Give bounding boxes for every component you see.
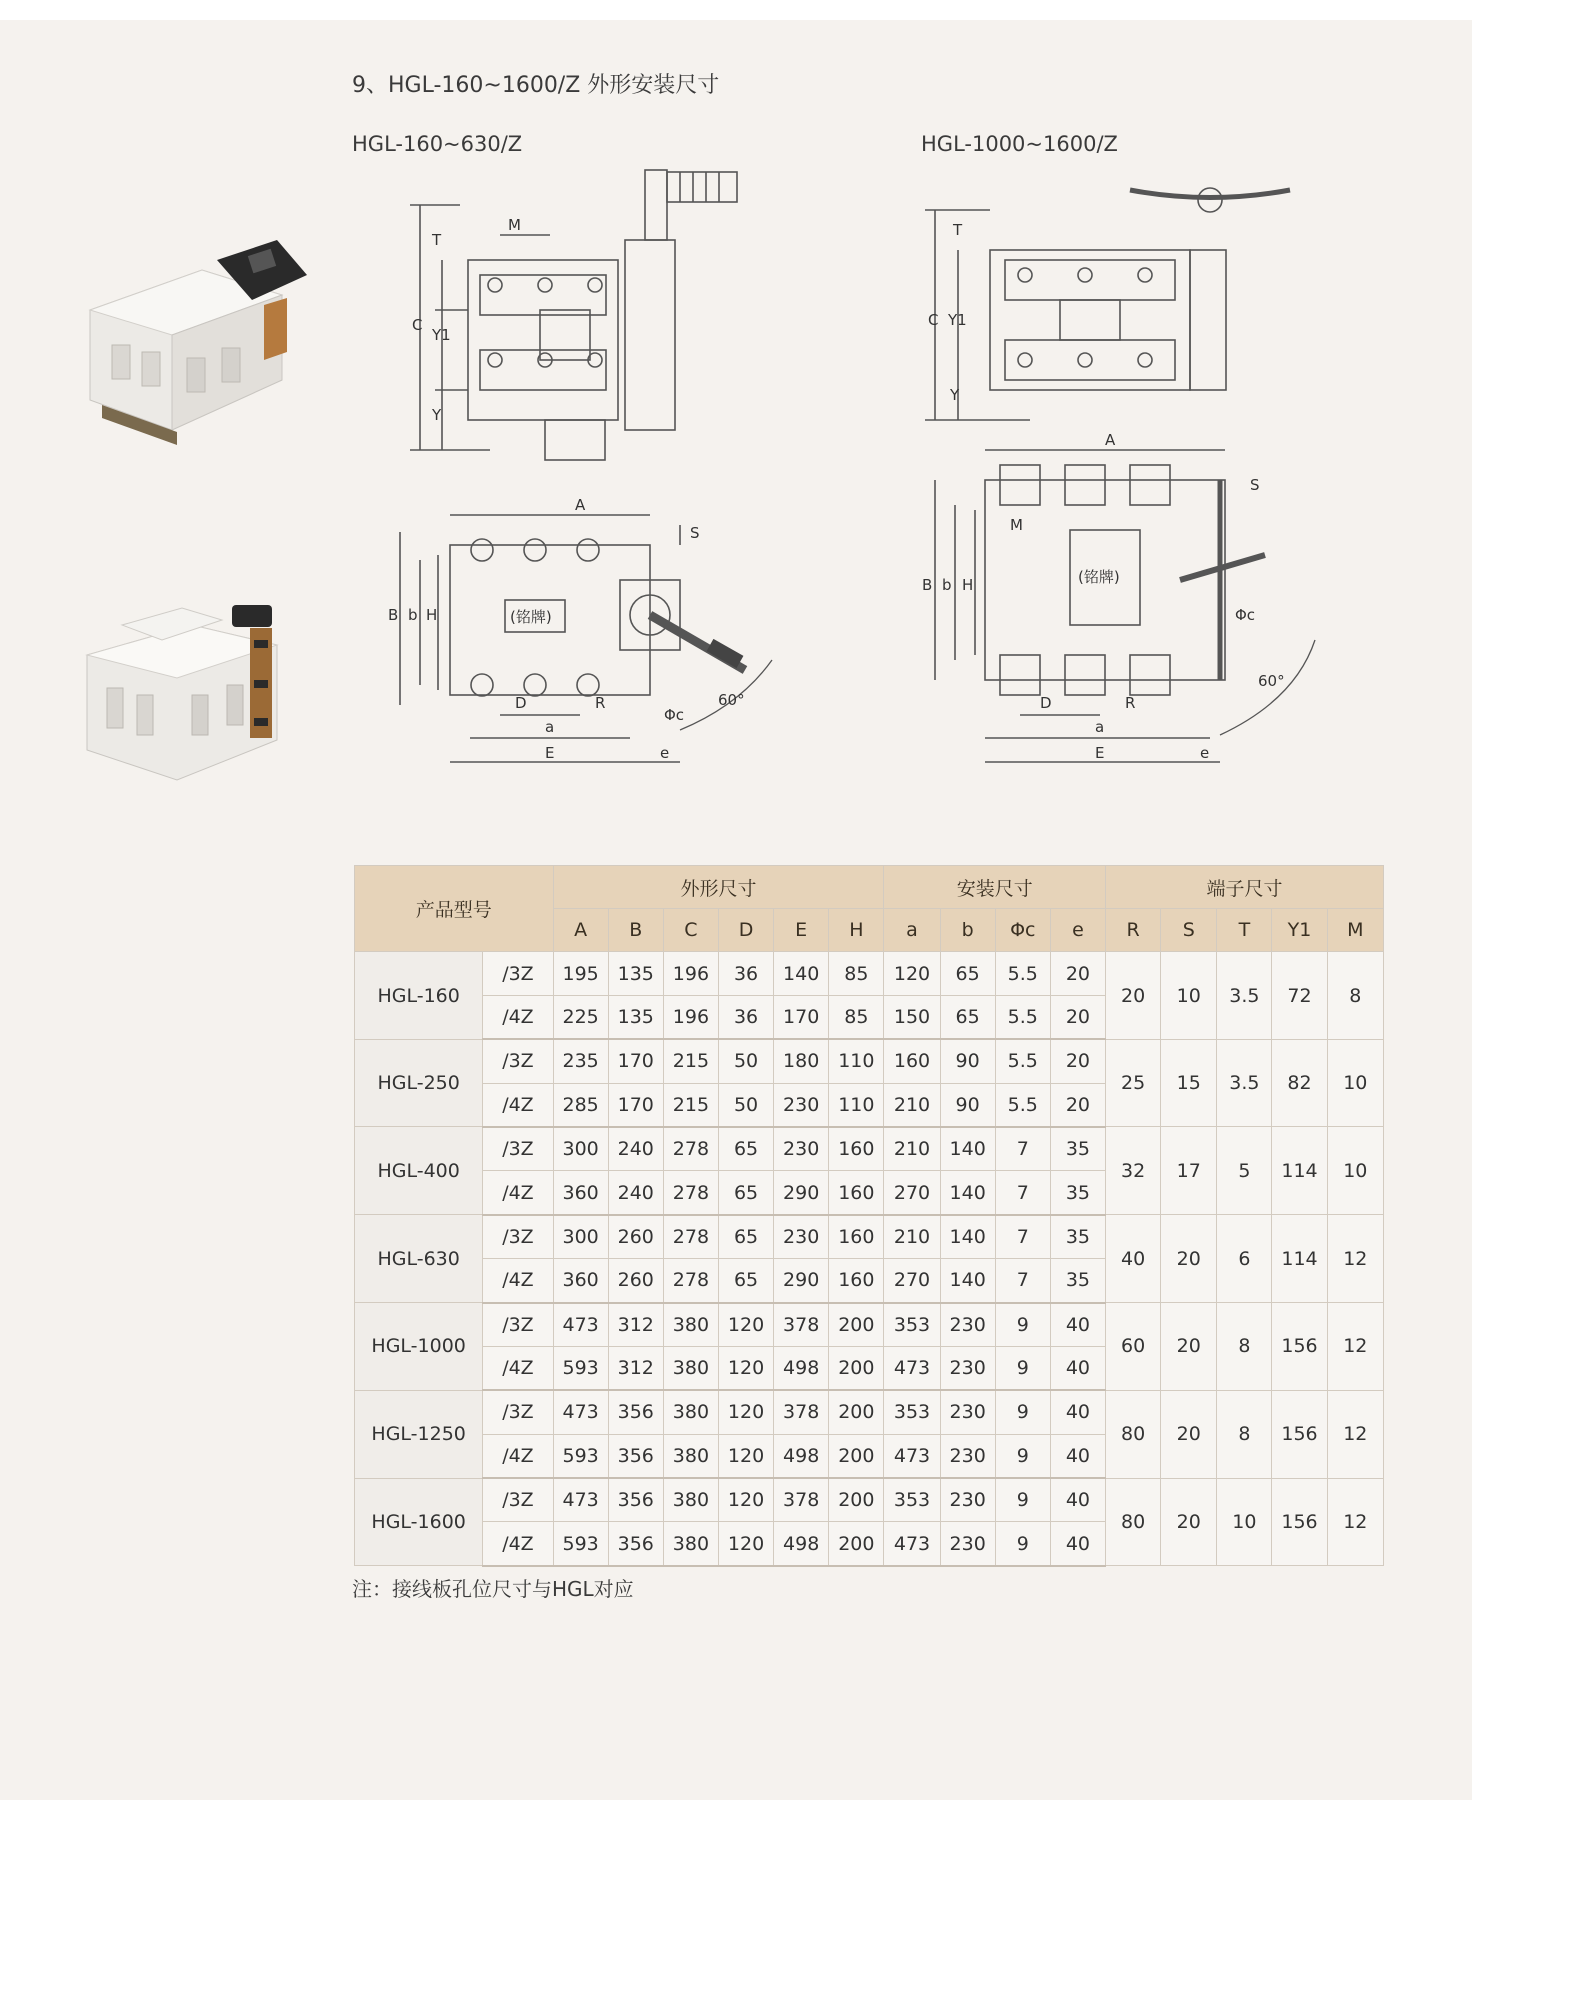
value-cell: 40 bbox=[1050, 1478, 1105, 1522]
value-cell: 35 bbox=[1050, 1215, 1105, 1259]
right-technical-drawing bbox=[910, 160, 1380, 780]
value-cell: 180 bbox=[774, 1039, 829, 1083]
value-cell: 5.5 bbox=[995, 1039, 1050, 1083]
terminal-cell: 72 bbox=[1272, 952, 1327, 1039]
value-cell: 353 bbox=[884, 1478, 940, 1522]
value-cell: 380 bbox=[663, 1390, 718, 1434]
label-R: R bbox=[595, 694, 606, 712]
value-cell: 380 bbox=[663, 1346, 718, 1390]
value-cell: 140 bbox=[940, 1215, 995, 1259]
label-E: E bbox=[545, 744, 555, 762]
value-cell: 36 bbox=[718, 995, 773, 1039]
label-C: C bbox=[928, 311, 939, 329]
model-name-cell: HGL-1000 bbox=[355, 1303, 483, 1391]
value-cell: 140 bbox=[940, 1127, 995, 1171]
value-cell: 160 bbox=[884, 1039, 940, 1083]
value-cell: 353 bbox=[884, 1303, 940, 1347]
value-cell: 65 bbox=[718, 1127, 773, 1171]
value-cell: 378 bbox=[774, 1478, 829, 1522]
model-name-cell: HGL-250 bbox=[355, 1039, 483, 1127]
label-H: H bbox=[426, 606, 438, 624]
label-D: D bbox=[515, 694, 527, 712]
terminal-cell: 20 bbox=[1106, 952, 1161, 1039]
value-cell: 160 bbox=[829, 1127, 884, 1171]
value-cell: 380 bbox=[663, 1478, 718, 1522]
value-cell: 230 bbox=[940, 1303, 995, 1347]
model-name-cell: HGL-1250 bbox=[355, 1390, 483, 1478]
label-nameplate: (铭牌) bbox=[1078, 568, 1120, 586]
value-cell: 120 bbox=[718, 1346, 773, 1390]
model-name-cell: HGL-160 bbox=[355, 952, 483, 1039]
col-header: Φc bbox=[995, 909, 1050, 952]
value-cell: 40 bbox=[1050, 1346, 1105, 1390]
terminal-cell: 3.5 bbox=[1217, 952, 1272, 1039]
footnote: 注：接线板孔位尺寸与HGL对应 bbox=[352, 1577, 634, 1601]
value-cell: 278 bbox=[663, 1259, 718, 1303]
terminal-cell: 25 bbox=[1106, 1039, 1161, 1127]
value-cell: 5.5 bbox=[995, 995, 1050, 1039]
value-cell: 140 bbox=[940, 1171, 995, 1215]
value-cell: 270 bbox=[884, 1171, 940, 1215]
left-drawing-title: HGL-160~630/Z bbox=[352, 132, 523, 156]
value-cell: 120 bbox=[718, 1522, 773, 1566]
terminal-cell: 40 bbox=[1106, 1215, 1161, 1303]
value-cell: 260 bbox=[608, 1215, 663, 1259]
value-cell: 140 bbox=[774, 952, 829, 995]
table-row bbox=[355, 1215, 1384, 1259]
dimension-spec-table bbox=[354, 865, 1384, 1567]
section-title: 9、HGL-160~1600/Z 外形安装尺寸 bbox=[352, 73, 720, 98]
value-cell: 593 bbox=[553, 1346, 608, 1390]
terminal-cell: 12 bbox=[1327, 1215, 1383, 1303]
value-cell: 9 bbox=[995, 1390, 1050, 1434]
value-cell: 378 bbox=[774, 1303, 829, 1347]
value-cell: 65 bbox=[718, 1215, 773, 1259]
col-header: M bbox=[1327, 909, 1383, 952]
value-cell: 210 bbox=[884, 1215, 940, 1259]
value-cell: 170 bbox=[608, 1083, 663, 1127]
pole-cell: /3Z bbox=[483, 1127, 553, 1171]
value-cell: 300 bbox=[553, 1127, 608, 1171]
right-drawing-title: HGL-1000~1600/Z bbox=[921, 132, 1118, 156]
label-60deg: 60° bbox=[1258, 672, 1285, 690]
value-cell: 593 bbox=[553, 1522, 608, 1566]
value-cell: 35 bbox=[1050, 1259, 1105, 1303]
value-cell: 215 bbox=[663, 1083, 718, 1127]
col-header: H bbox=[829, 909, 884, 952]
col-header: E bbox=[774, 909, 829, 952]
label-B: B bbox=[922, 576, 933, 594]
label-a: a bbox=[1095, 718, 1105, 736]
value-cell: 360 bbox=[553, 1259, 608, 1303]
table-row bbox=[355, 1390, 1384, 1434]
pole-cell: /4Z bbox=[483, 1259, 553, 1303]
value-cell: 210 bbox=[884, 1083, 940, 1127]
left-technical-drawing bbox=[380, 160, 830, 780]
value-cell: 120 bbox=[718, 1390, 773, 1434]
value-cell: 196 bbox=[663, 995, 718, 1039]
label-e: e bbox=[660, 744, 670, 762]
value-cell: 300 bbox=[553, 1215, 608, 1259]
header-model: 产品型号 bbox=[355, 866, 554, 952]
label-H: H bbox=[962, 576, 974, 594]
terminal-cell: 12 bbox=[1327, 1303, 1383, 1391]
col-header: D bbox=[718, 909, 773, 952]
value-cell: 290 bbox=[774, 1171, 829, 1215]
value-cell: 200 bbox=[829, 1478, 884, 1522]
pole-cell: /4Z bbox=[483, 1434, 553, 1478]
col-header: T bbox=[1217, 909, 1272, 952]
value-cell: 240 bbox=[608, 1127, 663, 1171]
pole-cell: /3Z bbox=[483, 1390, 553, 1434]
terminal-cell: 114 bbox=[1272, 1215, 1327, 1303]
label-M: M bbox=[1010, 516, 1023, 534]
col-header: R bbox=[1106, 909, 1161, 952]
value-cell: 196 bbox=[663, 952, 718, 995]
col-header: S bbox=[1161, 909, 1217, 952]
value-cell: 380 bbox=[663, 1434, 718, 1478]
value-cell: 120 bbox=[718, 1303, 773, 1347]
value-cell: 9 bbox=[995, 1303, 1050, 1347]
value-cell: 380 bbox=[663, 1522, 718, 1566]
value-cell: 380 bbox=[663, 1303, 718, 1347]
header-group-outline: 外形尺寸 bbox=[553, 866, 884, 909]
value-cell: 230 bbox=[774, 1083, 829, 1127]
value-cell: 360 bbox=[553, 1171, 608, 1215]
value-cell: 90 bbox=[940, 1083, 995, 1127]
value-cell: 35 bbox=[1050, 1171, 1105, 1215]
model-name-cell: HGL-400 bbox=[355, 1127, 483, 1215]
value-cell: 230 bbox=[940, 1522, 995, 1566]
value-cell: 7 bbox=[995, 1259, 1050, 1303]
value-cell: 230 bbox=[940, 1390, 995, 1434]
value-cell: 278 bbox=[663, 1171, 718, 1215]
value-cell: 235 bbox=[553, 1039, 608, 1083]
label-phic: Φc bbox=[1235, 606, 1256, 624]
product-photo-small bbox=[82, 240, 312, 470]
value-cell: 230 bbox=[940, 1478, 995, 1522]
label-A: A bbox=[1105, 431, 1116, 449]
label-A: A bbox=[575, 496, 586, 514]
value-cell: 278 bbox=[663, 1127, 718, 1171]
label-E: E bbox=[1095, 744, 1105, 762]
label-nameplate: (铭牌) bbox=[510, 608, 552, 626]
table-row bbox=[355, 1478, 1384, 1522]
label-S: S bbox=[1250, 476, 1260, 494]
value-cell: 170 bbox=[774, 995, 829, 1039]
value-cell: 7 bbox=[995, 1127, 1050, 1171]
pole-cell: /4Z bbox=[483, 1522, 553, 1566]
value-cell: 110 bbox=[829, 1083, 884, 1127]
terminal-cell: 20 bbox=[1161, 1215, 1217, 1303]
terminal-cell: 10 bbox=[1327, 1039, 1383, 1127]
value-cell: 5.5 bbox=[995, 952, 1050, 995]
value-cell: 200 bbox=[829, 1346, 884, 1390]
value-cell: 356 bbox=[608, 1434, 663, 1478]
value-cell: 278 bbox=[663, 1215, 718, 1259]
col-header: A bbox=[553, 909, 608, 952]
value-cell: 210 bbox=[884, 1127, 940, 1171]
value-cell: 35 bbox=[1050, 1127, 1105, 1171]
value-cell: 195 bbox=[553, 952, 608, 995]
col-header: e bbox=[1050, 909, 1105, 952]
pole-cell: /3Z bbox=[483, 1039, 553, 1083]
pole-cell: /3Z bbox=[483, 1303, 553, 1347]
value-cell: 312 bbox=[608, 1346, 663, 1390]
value-cell: 20 bbox=[1050, 1083, 1105, 1127]
value-cell: 9 bbox=[995, 1522, 1050, 1566]
value-cell: 593 bbox=[553, 1434, 608, 1478]
label-D: D bbox=[1040, 694, 1052, 712]
label-e: e bbox=[1200, 744, 1210, 762]
value-cell: 20 bbox=[1050, 952, 1105, 995]
label-T: T bbox=[432, 231, 442, 249]
model-name-cell: HGL-630 bbox=[355, 1215, 483, 1303]
terminal-cell: 8 bbox=[1327, 952, 1383, 1039]
value-cell: 200 bbox=[829, 1434, 884, 1478]
value-cell: 65 bbox=[718, 1259, 773, 1303]
terminal-cell: 60 bbox=[1106, 1303, 1161, 1391]
terminal-cell: 82 bbox=[1272, 1039, 1327, 1127]
pole-cell: /4Z bbox=[483, 1346, 553, 1390]
value-cell: 110 bbox=[829, 1039, 884, 1083]
label-Y1: Y1 bbox=[948, 311, 967, 329]
value-cell: 65 bbox=[940, 995, 995, 1039]
terminal-cell: 10 bbox=[1217, 1478, 1272, 1566]
label-a: a bbox=[545, 718, 555, 736]
value-cell: 50 bbox=[718, 1083, 773, 1127]
terminal-cell: 12 bbox=[1327, 1390, 1383, 1478]
terminal-cell: 80 bbox=[1106, 1390, 1161, 1478]
terminal-cell: 12 bbox=[1327, 1478, 1383, 1566]
value-cell: 9 bbox=[995, 1346, 1050, 1390]
value-cell: 135 bbox=[608, 952, 663, 995]
value-cell: 40 bbox=[1050, 1434, 1105, 1478]
col-header: b bbox=[940, 909, 995, 952]
pole-cell: /4Z bbox=[483, 1083, 553, 1127]
terminal-cell: 5 bbox=[1217, 1127, 1272, 1215]
terminal-cell: 156 bbox=[1272, 1478, 1327, 1566]
catalog-page bbox=[0, 20, 1472, 1800]
value-cell: 200 bbox=[829, 1390, 884, 1434]
value-cell: 65 bbox=[940, 952, 995, 995]
terminal-cell: 8 bbox=[1217, 1390, 1272, 1478]
header-group-mounting: 安装尺寸 bbox=[884, 866, 1106, 909]
value-cell: 353 bbox=[884, 1390, 940, 1434]
label-Y: Y bbox=[950, 386, 960, 404]
label-60deg: 60° bbox=[718, 691, 745, 709]
label-phic: Φc bbox=[664, 706, 685, 724]
value-cell: 40 bbox=[1050, 1390, 1105, 1434]
pole-cell: /4Z bbox=[483, 995, 553, 1039]
value-cell: 7 bbox=[995, 1215, 1050, 1259]
value-cell: 473 bbox=[553, 1303, 608, 1347]
pole-cell: /3Z bbox=[483, 1478, 553, 1522]
value-cell: 498 bbox=[774, 1522, 829, 1566]
value-cell: 120 bbox=[718, 1434, 773, 1478]
value-cell: 225 bbox=[553, 995, 608, 1039]
value-cell: 473 bbox=[553, 1390, 608, 1434]
value-cell: 498 bbox=[774, 1434, 829, 1478]
pole-cell: /4Z bbox=[483, 1171, 553, 1215]
value-cell: 473 bbox=[884, 1346, 940, 1390]
value-cell: 20 bbox=[1050, 1039, 1105, 1083]
value-cell: 473 bbox=[884, 1434, 940, 1478]
value-cell: 285 bbox=[553, 1083, 608, 1127]
terminal-cell: 32 bbox=[1106, 1127, 1161, 1215]
value-cell: 40 bbox=[1050, 1303, 1105, 1347]
value-cell: 65 bbox=[718, 1171, 773, 1215]
label-b: b bbox=[942, 576, 952, 594]
col-header: Y1 bbox=[1272, 909, 1327, 952]
product-photo-large bbox=[82, 600, 302, 800]
header-group-terminal: 端子尺寸 bbox=[1106, 866, 1384, 909]
value-cell: 5.5 bbox=[995, 1083, 1050, 1127]
value-cell: 200 bbox=[829, 1522, 884, 1566]
value-cell: 9 bbox=[995, 1478, 1050, 1522]
terminal-cell: 20 bbox=[1161, 1478, 1217, 1566]
terminal-cell: 17 bbox=[1161, 1127, 1217, 1215]
label-S: S bbox=[690, 524, 700, 542]
terminal-cell: 156 bbox=[1272, 1303, 1327, 1391]
table-row bbox=[355, 1039, 1384, 1083]
value-cell: 120 bbox=[718, 1478, 773, 1522]
col-header: C bbox=[663, 909, 718, 952]
pole-cell: /3Z bbox=[483, 1215, 553, 1259]
value-cell: 230 bbox=[774, 1127, 829, 1171]
terminal-cell: 156 bbox=[1272, 1390, 1327, 1478]
model-name-cell: HGL-1600 bbox=[355, 1478, 483, 1566]
value-cell: 9 bbox=[995, 1434, 1050, 1478]
terminal-cell: 20 bbox=[1161, 1303, 1217, 1391]
value-cell: 240 bbox=[608, 1171, 663, 1215]
terminal-cell: 10 bbox=[1327, 1127, 1383, 1215]
label-Y: Y bbox=[432, 406, 442, 424]
value-cell: 160 bbox=[829, 1259, 884, 1303]
value-cell: 135 bbox=[608, 995, 663, 1039]
terminal-cell: 15 bbox=[1161, 1039, 1217, 1127]
value-cell: 160 bbox=[829, 1215, 884, 1259]
pole-cell: /3Z bbox=[483, 952, 553, 995]
label-M: M bbox=[508, 216, 521, 234]
label-R: R bbox=[1125, 694, 1136, 712]
value-cell: 36 bbox=[718, 952, 773, 995]
label-b: b bbox=[408, 606, 418, 624]
value-cell: 50 bbox=[718, 1039, 773, 1083]
value-cell: 40 bbox=[1050, 1522, 1105, 1566]
col-header: B bbox=[608, 909, 663, 952]
value-cell: 356 bbox=[608, 1390, 663, 1434]
value-cell: 230 bbox=[774, 1215, 829, 1259]
value-cell: 140 bbox=[940, 1259, 995, 1303]
terminal-cell: 8 bbox=[1217, 1303, 1272, 1391]
table-header-row-groups bbox=[355, 866, 1384, 909]
value-cell: 312 bbox=[608, 1303, 663, 1347]
value-cell: 20 bbox=[1050, 995, 1105, 1039]
terminal-cell: 80 bbox=[1106, 1478, 1161, 1566]
terminal-cell: 10 bbox=[1161, 952, 1217, 1039]
label-Y1: Y1 bbox=[432, 326, 451, 344]
value-cell: 498 bbox=[774, 1346, 829, 1390]
table-body bbox=[355, 952, 1384, 1566]
value-cell: 356 bbox=[608, 1478, 663, 1522]
label-B: B bbox=[388, 606, 399, 624]
table-row bbox=[355, 1303, 1384, 1347]
label-T: T bbox=[953, 221, 963, 239]
value-cell: 270 bbox=[884, 1259, 940, 1303]
value-cell: 473 bbox=[553, 1478, 608, 1522]
value-cell: 378 bbox=[774, 1390, 829, 1434]
value-cell: 90 bbox=[940, 1039, 995, 1083]
value-cell: 200 bbox=[829, 1303, 884, 1347]
value-cell: 356 bbox=[608, 1522, 663, 1566]
terminal-cell: 3.5 bbox=[1217, 1039, 1272, 1127]
label-C: C bbox=[412, 316, 423, 334]
value-cell: 85 bbox=[829, 995, 884, 1039]
value-cell: 230 bbox=[940, 1434, 995, 1478]
value-cell: 150 bbox=[884, 995, 940, 1039]
value-cell: 7 bbox=[995, 1171, 1050, 1215]
terminal-cell: 114 bbox=[1272, 1127, 1327, 1215]
value-cell: 230 bbox=[940, 1346, 995, 1390]
col-header: a bbox=[884, 909, 940, 952]
value-cell: 170 bbox=[608, 1039, 663, 1083]
value-cell: 160 bbox=[829, 1171, 884, 1215]
terminal-cell: 6 bbox=[1217, 1215, 1272, 1303]
value-cell: 473 bbox=[884, 1522, 940, 1566]
value-cell: 215 bbox=[663, 1039, 718, 1083]
value-cell: 290 bbox=[774, 1259, 829, 1303]
table-row bbox=[355, 1127, 1384, 1171]
terminal-cell: 20 bbox=[1161, 1390, 1217, 1478]
value-cell: 260 bbox=[608, 1259, 663, 1303]
value-cell: 85 bbox=[829, 952, 884, 995]
value-cell: 120 bbox=[884, 952, 940, 995]
table-row bbox=[355, 952, 1384, 995]
